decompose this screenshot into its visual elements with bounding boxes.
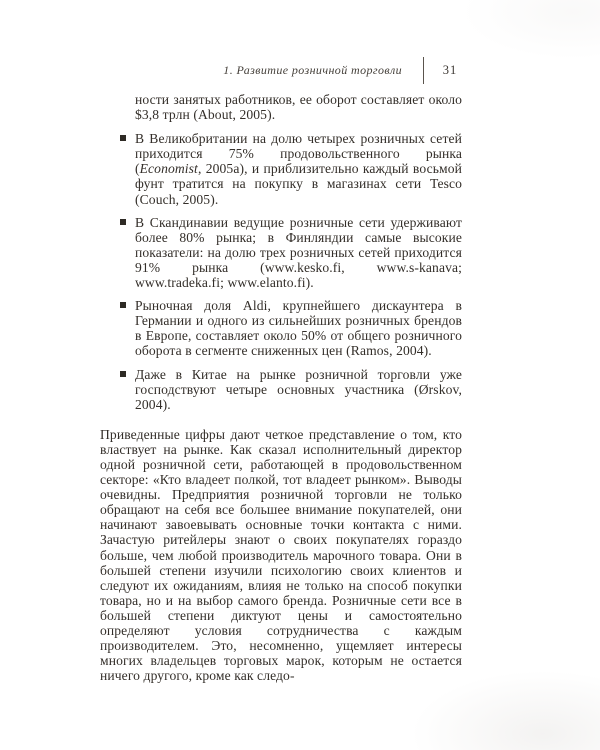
bullet-square-icon [120,371,126,377]
page-body [100,92,462,683]
chapter-running-title: 1. Развитие розничной торговли [223,62,402,77]
bullet-item-uk [135,131,462,206]
bullet-text-segment: , 2005a), и приблизительно каждый восьмой фунт тратится на покупку в магазинах сети Tesco (Couch, 2005). [135,161,462,207]
header-divider [423,57,424,84]
bullet-square-icon [120,219,126,225]
bullet-text-segment-italic: Economist [139,161,198,177]
scan-smudge-top-right [460,0,600,60]
bullet-text-segment: В Скандинавии ведущие розничные сети удерживают более 80% рынка; в Финляндии самые высокие показатели: на долю трех розничных сетей приходится 91% рынка (www.kesko.fi, www.s-kanava; www.tradeka.fi; www.elanto.fi). [135,214,462,291]
bullet-item-china [135,367,462,412]
main-paragraph: Приведенные цифры дают четкое представление о том, кто властвует на рынке. Как сказал исполнительный директор одной розничной сети, работающей в продовольственном секторе: «Кто владеет полкой, тот владеет рынком». Выводы очевидны. Предприятия розничной торговли не только обращают на себя все большее внимание покупателей, они начинают завоевывать основные точки контакта с ними. Зачастую ритейлеры знают о своих покупателях гораздо больше, чем любой производитель марочного товара. Они в большей степени изучили психологию своих клиентов и следуют их ожиданиям, влияя не только на способ покупки товара, но и на выбор самого бренда. Розничные сети все в большей степени диктуют цены и самостоятельно определяют условия сотрудничества с каждым производителем. Это, несомненно, ущемляет интересы многих владельцев торговых марок, которым не остается ничего другого, кроме как следо- [100,426,462,684]
bullet-square-icon [120,135,126,141]
page-number: 31 [442,62,458,77]
bullet-item-aldi [135,298,462,358]
running-head [100,56,462,84]
bullet-text-segment: В Великобритании на долю четырех розничных сетей приходится 75% продовольственного рынка ( [135,131,462,177]
bullet-item-scandinavia [135,215,462,290]
bullet-text-segment: Рыночная доля Aldi, крупнейшего дискаунтера в Германии и одного из сильнейших розничных брендов в Европе, составляет около 50% от общего розничного оборота в сегменте сниженных цен (Ramos, 2004). [135,298,462,359]
bullet-list [100,131,462,412]
bullet-text-segment: Даже в Китае на рынке розничной торговли уже господствуют четыре основных участника (Ørskov, 2004). [135,366,462,412]
bullet-square-icon [120,302,126,308]
intro-paragraph: ности занятых работников, ее оборот составляет около $3,8 трлн (About, 2005). [135,92,462,123]
